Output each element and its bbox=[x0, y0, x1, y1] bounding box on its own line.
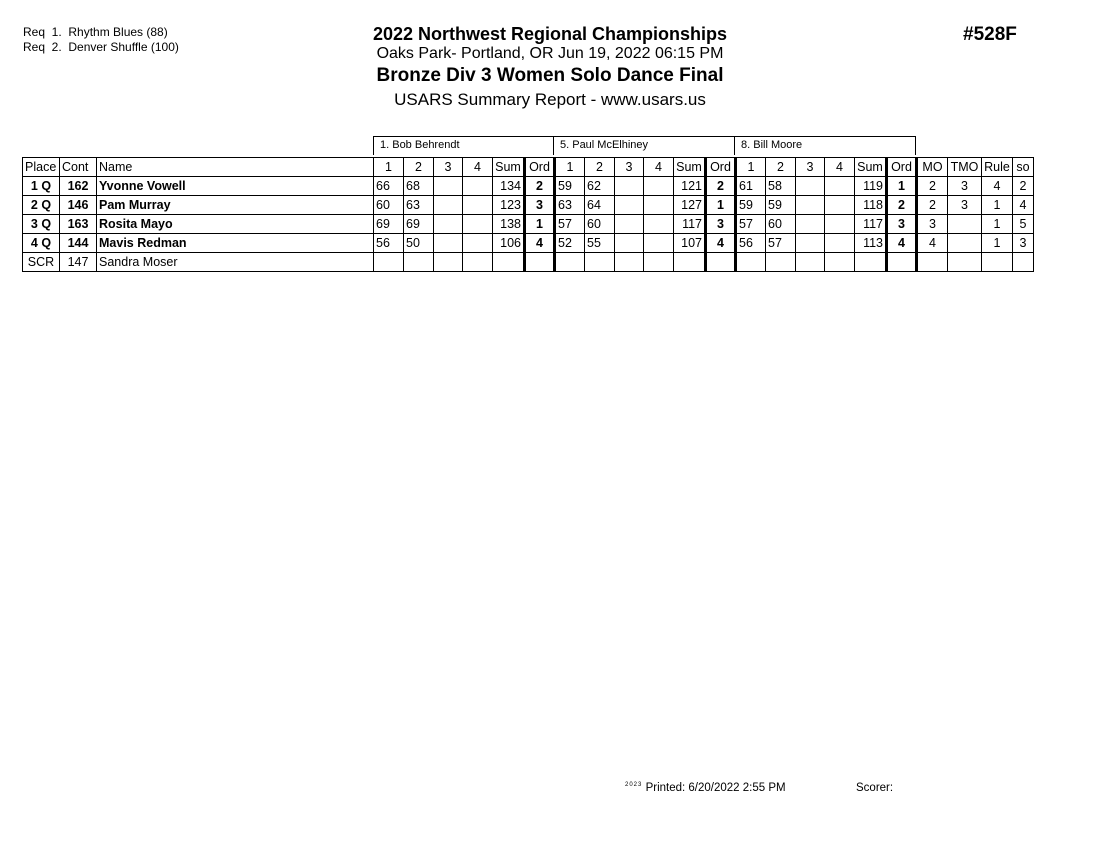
requirements-list bbox=[23, 25, 179, 55]
judge3-score-cell: 61 bbox=[736, 177, 766, 196]
skater-name-cell: Rosita Mayo bbox=[97, 215, 374, 234]
judge3-score-cell: 117 bbox=[855, 215, 887, 234]
col-header-judge2-sum: Sum bbox=[674, 158, 706, 177]
col-header-judge3-2: 2 bbox=[766, 158, 796, 177]
col-header-judge2-2: 2 bbox=[585, 158, 615, 177]
judge2-score-cell bbox=[615, 196, 644, 215]
col-header-tmo: TMO bbox=[948, 158, 982, 177]
judge2-score-cell: 117 bbox=[674, 215, 706, 234]
mo-cell: 2 bbox=[917, 177, 948, 196]
col-header-judge3-4: 4 bbox=[825, 158, 855, 177]
col-header-judge1-sum: Sum bbox=[493, 158, 525, 177]
skater-name-cell: Mavis Redman bbox=[97, 234, 374, 253]
judge1-score-cell: 69 bbox=[374, 215, 404, 234]
requirement-1: Req 1. Rhythm Blues (88) bbox=[23, 25, 168, 39]
mo-cell: 3 bbox=[917, 215, 948, 234]
so-cell: 3 bbox=[1013, 234, 1034, 253]
col-header-so: so bbox=[1013, 158, 1034, 177]
judge1-score-cell: 123 bbox=[493, 196, 525, 215]
place-cell: SCR bbox=[23, 253, 60, 272]
judge2-score-cell bbox=[644, 253, 674, 272]
results-table bbox=[22, 157, 1034, 272]
table-row bbox=[23, 177, 1034, 196]
contestant-number-cell: 163 bbox=[60, 215, 97, 234]
judge1-score-cell: 106 bbox=[493, 234, 525, 253]
col-header-judge2-3: 3 bbox=[615, 158, 644, 177]
judge1-score-cell: 134 bbox=[493, 177, 525, 196]
judge2-score-cell bbox=[615, 177, 644, 196]
judge2-score-cell: 3 bbox=[706, 215, 736, 234]
judge2-score-cell bbox=[674, 253, 706, 272]
judge1-score-cell bbox=[463, 196, 493, 215]
judge1-score-cell bbox=[463, 177, 493, 196]
judge1-score-cell: 66 bbox=[374, 177, 404, 196]
scorer-label: Scorer: bbox=[856, 782, 894, 794]
table-header-row bbox=[23, 158, 1034, 177]
judge2-score-cell bbox=[644, 215, 674, 234]
judge2-score-cell: 59 bbox=[555, 177, 585, 196]
judge3-score-cell: 1 bbox=[887, 177, 917, 196]
judge1-score-cell bbox=[525, 253, 555, 272]
judge1-score-cell bbox=[463, 215, 493, 234]
printed-timestamp: Printed: 6/20/2022 2:55 PM bbox=[645, 782, 786, 794]
judge1-score-cell: 2 bbox=[525, 177, 555, 196]
judge1-score-cell bbox=[434, 234, 463, 253]
judge3-score-cell bbox=[825, 196, 855, 215]
col-header-judge1-3: 3 bbox=[434, 158, 463, 177]
col-header-judge1-2: 2 bbox=[404, 158, 434, 177]
event-number: #528F bbox=[963, 24, 1017, 45]
judge2-score-cell bbox=[615, 215, 644, 234]
report-title: USARS Summary Report - www.usars.us bbox=[394, 90, 706, 109]
judge1-score-cell: 60 bbox=[374, 196, 404, 215]
rule-cell bbox=[982, 253, 1013, 272]
judge1-score-cell: 1 bbox=[525, 215, 555, 234]
judge-3-label: 8. Bill Moore bbox=[734, 136, 916, 155]
rule-cell: 1 bbox=[982, 215, 1013, 234]
col-header-rule: Rule bbox=[982, 158, 1013, 177]
table-row bbox=[23, 234, 1034, 253]
venue-datetime: Oaks Park- Portland, OR Jun 19, 2022 06:15 PM bbox=[376, 45, 724, 62]
judge1-score-cell bbox=[404, 253, 434, 272]
judge3-score-cell: 59 bbox=[766, 196, 796, 215]
judge1-score-cell: 69 bbox=[404, 215, 434, 234]
judge3-score-cell bbox=[825, 215, 855, 234]
judge3-score-cell: 56 bbox=[736, 234, 766, 253]
judge2-score-cell bbox=[644, 196, 674, 215]
judge1-score-cell bbox=[434, 196, 463, 215]
judge1-score-cell bbox=[434, 215, 463, 234]
col-header-judge1-1: 1 bbox=[374, 158, 404, 177]
judge3-score-cell bbox=[796, 196, 825, 215]
place-cell: 3 Q bbox=[23, 215, 60, 234]
mo-cell: 2 bbox=[917, 196, 948, 215]
judge2-score-cell: 62 bbox=[585, 177, 615, 196]
place-cell: 4 Q bbox=[23, 234, 60, 253]
col-header-place: Place bbox=[23, 158, 60, 177]
judge1-score-cell: 50 bbox=[404, 234, 434, 253]
judge1-score-cell: 56 bbox=[374, 234, 404, 253]
judge1-score-cell: 138 bbox=[493, 215, 525, 234]
col-header-judge3-ord: Ord bbox=[887, 158, 917, 177]
judge3-score-cell: 3 bbox=[887, 215, 917, 234]
judge3-score-cell: 60 bbox=[766, 215, 796, 234]
judge2-score-cell: 60 bbox=[585, 215, 615, 234]
judge3-score-cell bbox=[855, 253, 887, 272]
judge1-score-cell: 3 bbox=[525, 196, 555, 215]
tmo-cell: 3 bbox=[948, 177, 982, 196]
judge2-score-cell bbox=[644, 234, 674, 253]
contestant-number-cell: 144 bbox=[60, 234, 97, 253]
judge2-score-cell: 57 bbox=[555, 215, 585, 234]
judge2-score-cell bbox=[555, 253, 585, 272]
judge3-score-cell bbox=[796, 177, 825, 196]
mo-cell: 4 bbox=[917, 234, 948, 253]
rule-cell: 1 bbox=[982, 234, 1013, 253]
tmo-cell bbox=[948, 215, 982, 234]
judge1-score-cell bbox=[374, 253, 404, 272]
judge2-score-cell bbox=[615, 253, 644, 272]
report-code: 2023 bbox=[625, 782, 643, 788]
judge1-score-cell: 63 bbox=[404, 196, 434, 215]
judge2-score-cell: 63 bbox=[555, 196, 585, 215]
judge2-score-cell: 1 bbox=[706, 196, 736, 215]
judge-1-label: 1. Bob Behrendt bbox=[373, 136, 554, 155]
judge2-score-cell: 52 bbox=[555, 234, 585, 253]
judge-2-label: 5. Paul McElhiney bbox=[553, 136, 735, 155]
col-header-judge2-4: 4 bbox=[644, 158, 674, 177]
so-cell: 5 bbox=[1013, 215, 1034, 234]
col-header-cont: Cont bbox=[60, 158, 97, 177]
tmo-cell bbox=[948, 253, 982, 272]
judge3-score-cell bbox=[887, 253, 917, 272]
col-header-judge1-4: 4 bbox=[463, 158, 493, 177]
table-row bbox=[23, 215, 1034, 234]
col-header-judge3-3: 3 bbox=[796, 158, 825, 177]
so-cell bbox=[1013, 253, 1034, 272]
skater-name-cell: Pam Murray bbox=[97, 196, 374, 215]
judge1-score-cell bbox=[434, 253, 463, 272]
judge3-score-cell bbox=[796, 253, 825, 272]
judge3-score-cell: 57 bbox=[766, 234, 796, 253]
judge1-score-cell bbox=[463, 234, 493, 253]
judge2-score-cell bbox=[644, 177, 674, 196]
col-header-judge2-ord: Ord bbox=[706, 158, 736, 177]
judge3-score-cell: 113 bbox=[855, 234, 887, 253]
judge3-score-cell bbox=[825, 253, 855, 272]
judge3-score-cell bbox=[825, 177, 855, 196]
event-title: Bronze Div 3 Women Solo Dance Final bbox=[376, 65, 724, 86]
requirement-2: Req 2. Denver Shuffle (100) bbox=[23, 40, 179, 54]
judge3-score-cell: 119 bbox=[855, 177, 887, 196]
judge3-score-cell: 58 bbox=[766, 177, 796, 196]
judge3-score-cell: 118 bbox=[855, 196, 887, 215]
judge2-score-cell: 55 bbox=[585, 234, 615, 253]
championship-title: 2022 Northwest Regional Championships bbox=[372, 24, 728, 44]
judge2-score-cell: 127 bbox=[674, 196, 706, 215]
so-cell: 2 bbox=[1013, 177, 1034, 196]
judge2-score-cell bbox=[585, 253, 615, 272]
judge2-score-cell: 64 bbox=[585, 196, 615, 215]
judge1-score-cell bbox=[493, 253, 525, 272]
judge3-score-cell: 59 bbox=[736, 196, 766, 215]
judge3-score-cell bbox=[796, 234, 825, 253]
so-cell: 4 bbox=[1013, 196, 1034, 215]
judge1-score-cell: 4 bbox=[525, 234, 555, 253]
judge2-score-cell: 4 bbox=[706, 234, 736, 253]
judge2-score-cell bbox=[615, 234, 644, 253]
contestant-number-cell: 146 bbox=[60, 196, 97, 215]
col-header-judge3-sum: Sum bbox=[855, 158, 887, 177]
judge2-score-cell: 107 bbox=[674, 234, 706, 253]
col-header-mo: MO bbox=[917, 158, 948, 177]
skater-name-cell: Yvonne Vowell bbox=[97, 177, 374, 196]
rule-cell: 1 bbox=[982, 196, 1013, 215]
contestant-number-cell: 162 bbox=[60, 177, 97, 196]
judge2-score-cell bbox=[706, 253, 736, 272]
judge3-score-cell: 2 bbox=[887, 196, 917, 215]
mo-cell bbox=[917, 253, 948, 272]
place-cell: 2 Q bbox=[23, 196, 60, 215]
table-row bbox=[23, 253, 1034, 272]
col-header-name: Name bbox=[97, 158, 374, 177]
judge3-score-cell: 4 bbox=[887, 234, 917, 253]
col-header-judge2-1: 1 bbox=[555, 158, 585, 177]
judge3-score-cell bbox=[825, 234, 855, 253]
judge1-score-cell bbox=[434, 177, 463, 196]
judge1-score-cell: 68 bbox=[404, 177, 434, 196]
contestant-number-cell: 147 bbox=[60, 253, 97, 272]
col-header-judge3-1: 1 bbox=[736, 158, 766, 177]
judge1-score-cell bbox=[463, 253, 493, 272]
skater-name-cell: Sandra Moser bbox=[97, 253, 374, 272]
col-header-judge1-ord: Ord bbox=[525, 158, 555, 177]
judge3-score-cell bbox=[766, 253, 796, 272]
table-row bbox=[23, 196, 1034, 215]
rule-cell: 4 bbox=[982, 177, 1013, 196]
judge3-score-cell bbox=[796, 215, 825, 234]
judge2-score-cell: 121 bbox=[674, 177, 706, 196]
judge2-score-cell: 2 bbox=[706, 177, 736, 196]
print-info bbox=[625, 782, 786, 794]
place-cell: 1 Q bbox=[23, 177, 60, 196]
judge3-score-cell bbox=[736, 253, 766, 272]
tmo-cell bbox=[948, 234, 982, 253]
tmo-cell: 3 bbox=[948, 196, 982, 215]
judge3-score-cell: 57 bbox=[736, 215, 766, 234]
